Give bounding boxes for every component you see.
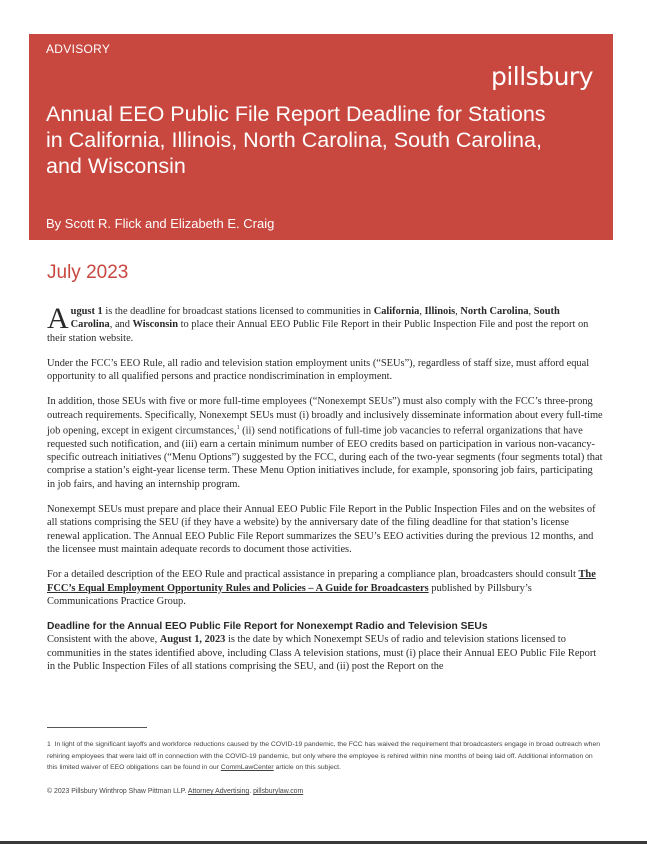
footnote-divider bbox=[47, 727, 147, 728]
footnote: 1 In light of the significant layoffs and workforce reductions caused by the COVID-19 pandemic, the FCC has waived the requirement that broadcasters engage in broad outreach when rehiring employees that were laid off in connection with the COVID-19 pandemic, but only where the employee is rehired within nine months of being laid off. Additional information on this limited waiver of EEO obligations can be found in our CommLawCenter article on this subject. bbox=[47, 741, 601, 771]
report-paragraph: Nonexempt SEUs must prepare and place their Annual EEO Public File Report in the Public Inspection Files and on the websites of all stations comprising the SEU (if they have a website) by the anniversary date of the filing deadline for that station’s license renewal application. The Annual EEO Public File Report summarizes the SEU’s EEO activities during the previous 12 months, and the licensee must maintain adequate records to document those activities. bbox=[47, 504, 596, 555]
drop-cap: A bbox=[47, 302, 69, 335]
article-body bbox=[47, 302, 603, 685]
outreach-paragraph: In addition, those SEUs with five or more full-time employees (“Nonexempt SEUs”) must also comply with the FCC’s three-prong outreach requirements. Specifically, Nonexempt SEUs must (i) broadly and inclusively disseminate information about every full-time job opening, except in exigent circumstances,$^1$ (ii) send notifications of full-time job vacancies to referral organizations that have requested such notification, and (iii) earn a certain minimum number of EEO credits based on participation in various non-vacancy-specific outreach initiatives (“Menu Options”) suggested by the FCC, during each of the two-year segments (four segments total) that comprise a station’s eight-year license term. These Menu Option initiatives include, for example, sponsoring job fairs, participating in job fairs, and having an internship program. bbox=[47, 396, 603, 490]
publication-date: July 2023 bbox=[47, 262, 129, 283]
pillsbury-logo: pillsbury bbox=[490, 62, 593, 91]
advisory-label: ADVISORY bbox=[46, 42, 111, 56]
attorney-advertising-link[interactable]: Attorney Advertising bbox=[187, 788, 250, 795]
commlawcenter-link[interactable]: CommLawCenter bbox=[220, 764, 274, 771]
footnote-number: 1 bbox=[47, 741, 51, 748]
guide-link[interactable]: The FCC’s Equal Employment Opportunity Rules and Policies – A Guide for Broadcasters bbox=[47, 569, 596, 594]
footnote-ref[interactable]: 1 bbox=[236, 425, 240, 432]
header-banner bbox=[29, 34, 613, 240]
deadline-paragraph: Consistent with the above, August 1, 2023 is the date by which Nonexempt SEUs of radio and television stations licensed to communities in the states identified above, including Class A television stations, must (i) place their Annual EEO Public File Report in the Public Inspection Files of all stations comprising the SEU, and (ii) post the Report on the bbox=[47, 634, 597, 672]
website-link[interactable]: pillsburylaw.com bbox=[253, 788, 304, 795]
copyright-line: © 2023 Pillsbury Winthrop Shaw Pittman LLP. Attorney Advertising. pillsburylaw.com bbox=[47, 788, 304, 795]
section-heading: Deadline for the Annual EEO Public File Report for Nonexempt Radio and Television SEUs bbox=[47, 621, 488, 633]
intro-paragraph: August 1 is the deadline for broadcast stations licensed to communities in California, Illinois, North Carolina, South Carolina, and Wisconsin to place their Annual EEO Public File Report in their Public Inspection File and post the report on their station website. bbox=[47, 302, 589, 344]
guide-paragraph: For a detailed description of the EEO Rule and practical assistance in preparing a compliance plan, broadcasters should consult The FCC’s Equal Employment Opportunity Rules and Policies – A Guide for Broadcasters published by Pillsbury’s Communications Practice Group. bbox=[47, 569, 596, 607]
document-title: Annual EEO Public File Report Deadline for Stations in California, Illinois, North Carolina, South Carolina, and Wisconsin bbox=[46, 102, 546, 178]
eeo-rule-paragraph: Under the FCC’s EEO Rule, all radio and television station employment units (“SEUs”), regardless of staff size, must afford equal opportunity to all qualified persons and practice nondiscrimination in employment. bbox=[47, 357, 590, 383]
authors-line: By Scott R. Flick and Elizabeth E. Craig bbox=[46, 216, 275, 231]
